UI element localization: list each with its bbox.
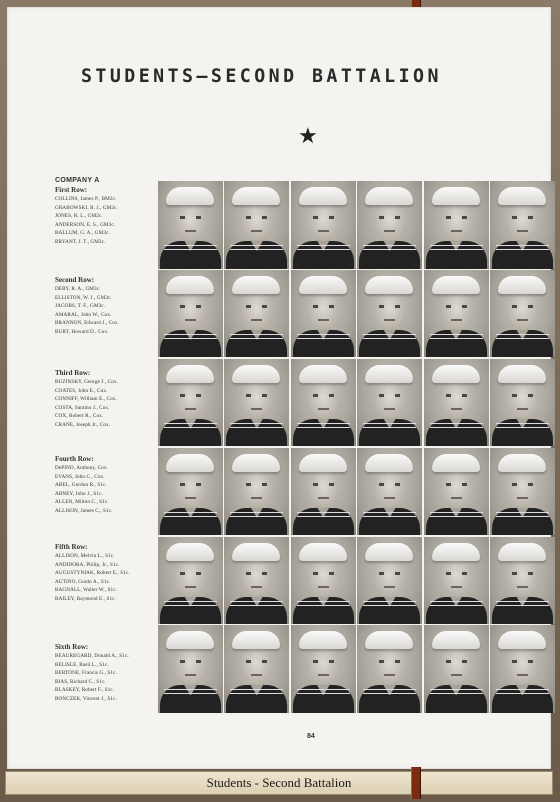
name-entry: CRANE, Joseph Jr., Cox. (55, 421, 111, 428)
portrait-eyes (379, 660, 400, 663)
portrait-mouth (318, 674, 329, 676)
name-entry: COLLINS, James P., BM2c. (55, 196, 117, 202)
portrait-cap (299, 543, 347, 561)
portrait-mouth (251, 497, 262, 499)
portrait-face (307, 468, 340, 508)
portrait-photo (424, 448, 489, 536)
portrait-eyes (446, 572, 467, 575)
name-entry: BEAUREGARD, Donald A., S1c. (55, 653, 129, 659)
portrait-cap (498, 276, 546, 294)
name-entry: BURT, Howard D., Cox. (55, 328, 109, 335)
portrait-face (506, 290, 539, 330)
portrait-collar (496, 423, 549, 428)
portrait-cap (365, 187, 413, 205)
portrait-cap (432, 365, 480, 383)
portrait-collar (230, 423, 283, 428)
portrait-collar (164, 423, 217, 428)
portrait-mouth (185, 586, 196, 588)
portrait-collar (297, 245, 350, 250)
portrait-face (240, 290, 273, 330)
name-entry: EVANS, John C., Cox. (55, 473, 105, 480)
portrait-mouth (185, 319, 196, 321)
name-entry: ANDERSON, E. S., GM3c. (55, 221, 116, 228)
portrait-mouth (318, 230, 329, 232)
portrait-eyes (446, 305, 467, 308)
portrait-face (373, 379, 406, 419)
portrait-eyes (313, 572, 334, 575)
portrait-eyes (512, 660, 533, 663)
portrait-eyes (246, 483, 267, 486)
row-block-3 (55, 369, 159, 430)
portrait-cap (232, 631, 280, 649)
portrait-eyes (379, 572, 400, 575)
portrait-cap (166, 365, 214, 383)
portrait-mouth (517, 230, 528, 232)
portrait-eyes (246, 305, 267, 308)
row-heading: First Row: (55, 186, 88, 194)
yearbook-page (7, 7, 551, 769)
portrait-cap (498, 187, 546, 205)
row-heading: Sixth Row: (55, 643, 89, 651)
portrait-photo (158, 270, 223, 358)
portrait-face (440, 557, 473, 597)
portrait-cap (232, 187, 280, 205)
portrait-eyes (313, 305, 334, 308)
portrait-eyes (379, 216, 400, 219)
name-entry: BERTONE, Francis G., S1c. (55, 670, 117, 677)
portrait-eyes (446, 483, 467, 486)
portrait-collar (430, 512, 483, 517)
portrait-eyes (313, 216, 334, 219)
portrait-eyes (379, 394, 400, 397)
portrait-mouth (451, 319, 462, 321)
portrait-photo (224, 625, 289, 713)
portrait-mouth (318, 586, 329, 588)
portrait-cap (498, 365, 546, 383)
name-entry: COX, Robert R., Cox. (55, 413, 104, 420)
portrait-cap (498, 454, 546, 472)
portrait-mouth (517, 674, 528, 676)
portrait-photo (291, 270, 356, 358)
portrait-photo (357, 537, 422, 625)
portrait-collar (230, 601, 283, 606)
portrait-eyes (379, 483, 400, 486)
portrait-eyes (246, 216, 267, 219)
portrait-face (506, 645, 539, 685)
name-entry: AMARAL, John W., Cox. (55, 311, 112, 318)
portrait-eyes (180, 660, 201, 663)
portrait-face (440, 379, 473, 419)
portrait-mouth (517, 586, 528, 588)
portrait-face (373, 468, 406, 508)
portrait-photo (424, 359, 489, 447)
portrait-face (506, 379, 539, 419)
portrait-mouth (451, 674, 462, 676)
portrait-photo (424, 270, 489, 358)
portrait-mouth (384, 319, 395, 321)
portrait-eyes (180, 216, 201, 219)
portrait-photo (490, 359, 555, 447)
name-entry: BALLUM, G. A., GM3c. (55, 230, 110, 237)
portrait-collar (496, 245, 549, 250)
portrait-photo (357, 181, 422, 269)
portrait-photo (291, 625, 356, 713)
name-entry: DePINO, Anthony, Cox. (55, 465, 108, 471)
portrait-cap (498, 631, 546, 649)
portrait-face (307, 201, 340, 241)
portrait-eyes (512, 394, 533, 397)
portrait-collar (230, 245, 283, 250)
portrait-photo (490, 625, 555, 713)
portrait-cap (365, 365, 413, 383)
portrait-cap (299, 187, 347, 205)
portrait-face (240, 201, 273, 241)
portrait-face (174, 645, 207, 685)
portrait-eyes (512, 483, 533, 486)
portrait-collar (430, 689, 483, 694)
name-entry: BELISLE, Basil L., S1c. (55, 661, 109, 668)
portrait-eyes (446, 216, 467, 219)
portrait-mouth (251, 408, 262, 410)
portrait-eyes (512, 305, 533, 308)
portrait-cap (365, 631, 413, 649)
portrait-face (440, 468, 473, 508)
portrait-eyes (180, 305, 201, 308)
caption-bar: Students - Second Battalion (5, 771, 553, 795)
name-entry: JACOBS, T. F., GM3c. (55, 303, 106, 310)
portrait-collar (363, 245, 416, 250)
portrait-eyes (313, 660, 334, 663)
page-title: STUDENTS—SECOND BATTALION (81, 65, 442, 87)
name-entry: BAGNALL, Walter W., S1c. (55, 587, 117, 594)
portrait-photo (158, 537, 223, 625)
portrait-eyes (180, 572, 201, 575)
portrait-photo (490, 537, 555, 625)
name-entry: BONCZEK, Vincent J., S1c. (55, 695, 117, 702)
name-entry: DERY, R. A., GM3c. (55, 286, 101, 292)
portrait-mouth (451, 586, 462, 588)
portrait-face (307, 290, 340, 330)
name-entry: ALLISON, James C., S1c. (55, 507, 113, 514)
portrait-face (373, 201, 406, 241)
portrait-collar (430, 334, 483, 339)
portrait-cap (232, 365, 280, 383)
name-entry: ALLEN, Milton C., S1c. (55, 499, 109, 506)
portrait-collar (297, 512, 350, 517)
portrait-face (174, 201, 207, 241)
portrait-mouth (318, 497, 329, 499)
portrait-photo (490, 448, 555, 536)
portrait-face (307, 645, 340, 685)
portrait-cap (365, 454, 413, 472)
portrait-cap (432, 631, 480, 649)
portrait-photo (224, 448, 289, 536)
portrait-mouth (517, 319, 528, 321)
portrait-photo (158, 448, 223, 536)
portrait-photo (424, 537, 489, 625)
portrait-photo (291, 537, 356, 625)
portrait-photo (357, 448, 422, 536)
portrait-eyes (446, 660, 467, 663)
portrait-collar (230, 334, 283, 339)
portrait-collar (297, 423, 350, 428)
portrait-mouth (318, 408, 329, 410)
portrait-photo (224, 537, 289, 625)
portrait-photo (291, 448, 356, 536)
name-entry: COSTA, Santino J., Cox. (55, 404, 110, 411)
star-icon: ★ (298, 124, 318, 149)
portrait-face (240, 379, 273, 419)
portrait-collar (230, 689, 283, 694)
page-number: 84 (307, 733, 315, 740)
portrait-eyes (246, 572, 267, 575)
portrait-face (307, 379, 340, 419)
portrait-photo (357, 359, 422, 447)
portrait-cap (432, 543, 480, 561)
portrait-cap (232, 276, 280, 294)
portrait-collar (496, 689, 549, 694)
portrait-cap (166, 543, 214, 561)
portrait-cap (166, 276, 214, 294)
row-heading: Fifth Row: (55, 543, 88, 551)
portrait-cap (166, 187, 214, 205)
portrait-cap (166, 631, 214, 649)
name-entry: GRABOWSKI, R. J., GM2c. (55, 204, 118, 211)
name-entry: COATES, John E., Cox. (55, 387, 108, 394)
portrait-eyes (246, 660, 267, 663)
row-heading: Third Row: (55, 369, 91, 377)
portrait-eyes (512, 572, 533, 575)
portrait-collar (496, 512, 549, 517)
portrait-face (174, 379, 207, 419)
portrait-cap (365, 276, 413, 294)
portrait-collar (430, 601, 483, 606)
portrait-eyes (313, 483, 334, 486)
portrait-mouth (451, 497, 462, 499)
portrait-cap (232, 454, 280, 472)
name-entry: BAILEY, Raymond E., S1c. (55, 595, 116, 602)
portrait-photo (424, 181, 489, 269)
portrait-collar (297, 689, 350, 694)
portrait-eyes (446, 394, 467, 397)
portrait-collar (363, 334, 416, 339)
portrait-mouth (185, 408, 196, 410)
portrait-face (440, 290, 473, 330)
portrait-face (506, 201, 539, 241)
portrait-mouth (251, 319, 262, 321)
name-entry: ELLISTON, W. J., GM3c. (55, 294, 112, 301)
portrait-photo (357, 270, 422, 358)
portrait-cap (299, 365, 347, 383)
portrait-face (373, 645, 406, 685)
name-entry: AUTINO, Guido A., S1c. (55, 578, 111, 585)
portrait-collar (297, 334, 350, 339)
portrait-collar (363, 689, 416, 694)
portrait-mouth (251, 230, 262, 232)
portrait-cap (432, 276, 480, 294)
portrait-cap (299, 631, 347, 649)
portrait-mouth (517, 408, 528, 410)
portrait-eyes (379, 305, 400, 308)
portrait-cap (432, 454, 480, 472)
portrait-eyes (180, 483, 201, 486)
row-block-1 (55, 186, 159, 247)
portrait-eyes (246, 394, 267, 397)
portrait-collar (430, 423, 483, 428)
portrait-face (240, 557, 273, 597)
name-entry: BUZINSKY, George J., Cox. (55, 379, 118, 385)
portrait-eyes (512, 216, 533, 219)
portrait-face (240, 468, 273, 508)
portrait-cap (299, 276, 347, 294)
portrait-photo (490, 270, 555, 358)
portrait-face (506, 557, 539, 597)
portrait-collar (363, 423, 416, 428)
portrait-collar (496, 334, 549, 339)
portrait-collar (430, 245, 483, 250)
portrait-mouth (384, 230, 395, 232)
portrait-face (440, 201, 473, 241)
portrait-grid (158, 181, 550, 713)
portrait-photo (224, 270, 289, 358)
portrait-collar (164, 601, 217, 606)
portrait-face (240, 645, 273, 685)
name-entry: BRANNON, Edward J., Cox. (55, 320, 119, 327)
row-block-6 (55, 643, 159, 704)
row-block-5 (55, 543, 159, 604)
portrait-photo (158, 181, 223, 269)
name-entry: BRYANT, J. T., GM3c. (55, 238, 106, 245)
name-entry: ABNEY, John J., S1c. (55, 490, 103, 497)
row-heading: Fourth Row: (55, 455, 94, 463)
portrait-photo (490, 181, 555, 269)
portrait-mouth (318, 319, 329, 321)
portrait-cap (232, 543, 280, 561)
portrait-eyes (180, 394, 201, 397)
portrait-photo (357, 625, 422, 713)
portrait-mouth (251, 674, 262, 676)
portrait-cap (166, 454, 214, 472)
portrait-cap (299, 454, 347, 472)
portrait-cap (498, 543, 546, 561)
portrait-mouth (451, 230, 462, 232)
portrait-collar (297, 601, 350, 606)
portrait-collar (230, 512, 283, 517)
portrait-mouth (185, 674, 196, 676)
name-entry: JONES, R. L., GM2c. (55, 213, 103, 220)
portrait-collar (363, 601, 416, 606)
portrait-collar (164, 689, 217, 694)
portrait-photo (224, 359, 289, 447)
portrait-cap (432, 187, 480, 205)
spine-marker-bottom (411, 767, 421, 799)
portrait-face (440, 645, 473, 685)
portrait-collar (164, 334, 217, 339)
portrait-mouth (517, 497, 528, 499)
portrait-face (506, 468, 539, 508)
portrait-mouth (185, 497, 196, 499)
portrait-photo (158, 625, 223, 713)
name-entry: AUGUSTYNIAK, Robert E., S1c. (55, 570, 130, 577)
name-entry: CONNIFF, William E., Cox. (55, 396, 117, 403)
portrait-mouth (185, 230, 196, 232)
portrait-photo (224, 181, 289, 269)
name-entry: BIAS, Richard C., S1c. (55, 678, 106, 685)
portrait-face (373, 290, 406, 330)
portrait-cap (365, 543, 413, 561)
portrait-mouth (384, 497, 395, 499)
portrait-photo (158, 359, 223, 447)
portrait-mouth (384, 674, 395, 676)
row-block-2 (55, 276, 159, 337)
portrait-eyes (313, 394, 334, 397)
row-heading: Second Row: (55, 276, 95, 284)
portrait-collar (164, 245, 217, 250)
name-entry: ALLISON, Melvin L., S1c. (55, 553, 115, 559)
portrait-collar (164, 512, 217, 517)
company-heading: COMPANY A (55, 177, 100, 184)
portrait-collar (363, 512, 416, 517)
portrait-face (307, 557, 340, 597)
portrait-photo (291, 181, 356, 269)
portrait-photo (291, 359, 356, 447)
portrait-collar (496, 601, 549, 606)
portrait-photo (424, 625, 489, 713)
name-column (55, 177, 155, 702)
portrait-mouth (384, 408, 395, 410)
name-entry: ABEL, Gordon R., S1c. (55, 482, 107, 489)
portrait-mouth (251, 586, 262, 588)
portrait-face (174, 468, 207, 508)
row-block-4 (55, 455, 159, 516)
portrait-mouth (384, 586, 395, 588)
portrait-face (174, 290, 207, 330)
portrait-face (373, 557, 406, 597)
name-entry: BLASKEY, Robert F., S1c. (55, 687, 115, 694)
portrait-face (174, 557, 207, 597)
name-entry: ANDIDORA, Philip, Jr., S1c. (55, 561, 120, 568)
portrait-mouth (451, 408, 462, 410)
